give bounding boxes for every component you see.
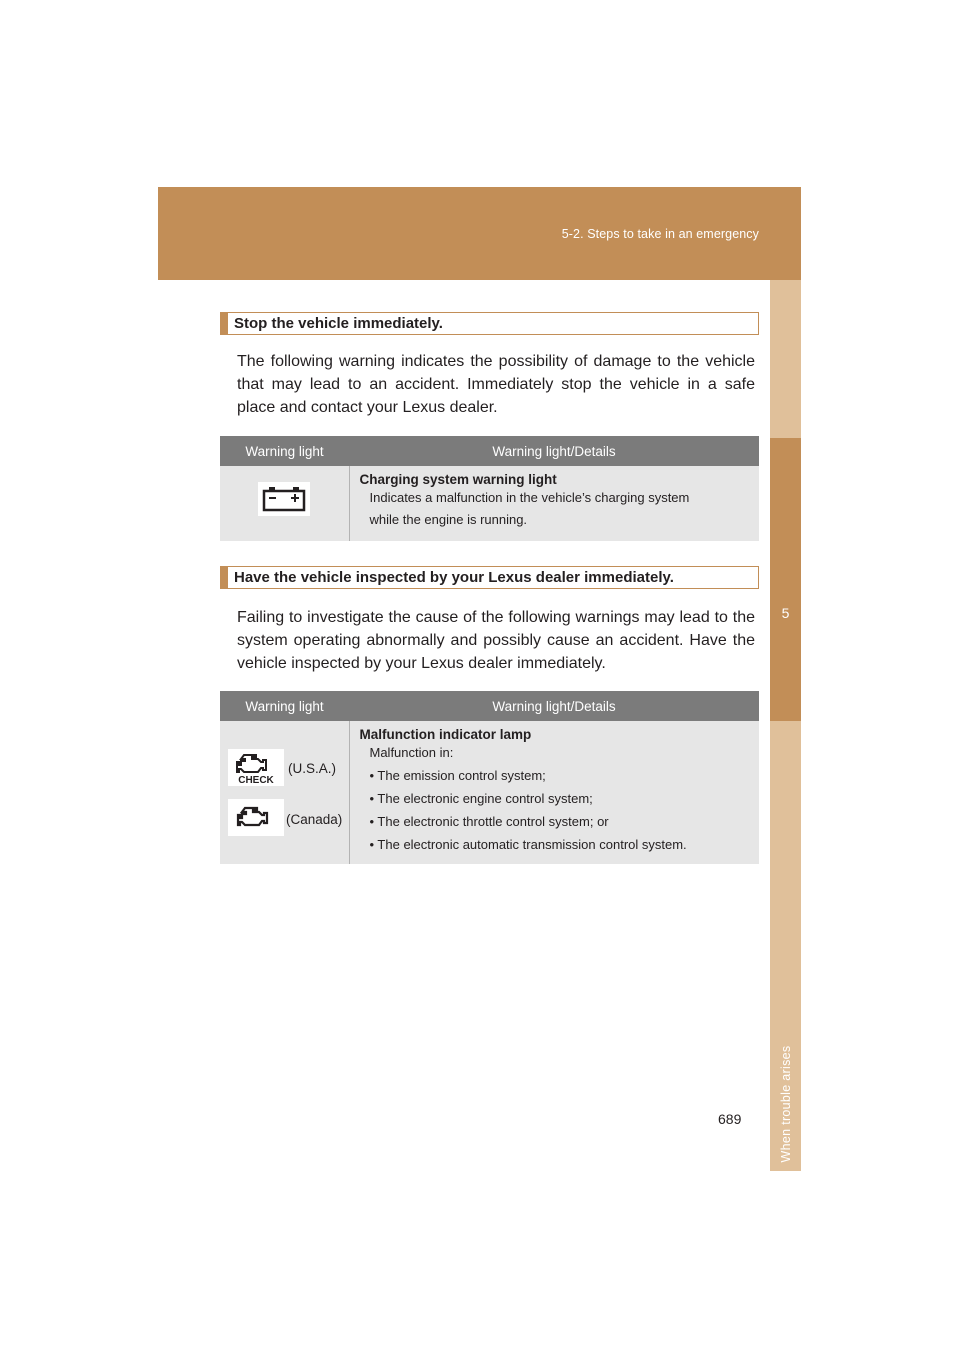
warning-title: Charging system warning light xyxy=(359,472,557,487)
detail-bullet: • The emission control system; xyxy=(369,768,546,783)
icon-cell xyxy=(220,721,349,864)
warning-table-inspect xyxy=(220,691,759,864)
detail-bullet: • The electronic automatic transmission control system. xyxy=(369,837,687,852)
table-header-row xyxy=(220,436,759,466)
table-row xyxy=(220,721,759,864)
region-usa: (U.S.A.) xyxy=(288,761,337,776)
section-title-stop xyxy=(220,312,759,335)
detail-bullet: • The electronic engine control system; xyxy=(369,791,593,806)
col-header-details: Warning light/Details xyxy=(349,691,759,721)
check-icon-text: CHECK xyxy=(238,775,274,786)
icon-cell xyxy=(220,466,349,541)
detail-line: while the engine is running. xyxy=(369,512,528,527)
paragraph-stop: The following warning indicates the possibility of damage to the vehicle that may lead to an accident. Immediately stop the vehicle in a safe place and contact your Lexus dealer. xyxy=(237,353,755,416)
col-header-details: Warning light/Details xyxy=(349,436,759,466)
chapter-label: When trouble arises xyxy=(779,1045,793,1163)
detail-line: Indicates a malfunction in the vehicle’s charging system xyxy=(369,490,690,505)
table-header-row xyxy=(220,691,759,721)
engine-icon xyxy=(228,799,284,836)
warning-title: Malfunction indicator lamp xyxy=(359,727,532,742)
section-title-text: Stop the vehicle immediately. xyxy=(234,315,443,332)
warning-table-stop xyxy=(220,436,759,541)
table-row xyxy=(220,466,759,541)
section-header: 5-2. Steps to take in an emergency xyxy=(561,227,759,241)
col-header-warning-light: Warning light xyxy=(220,436,349,466)
check-engine-icon xyxy=(228,749,284,786)
details-cell xyxy=(349,721,759,864)
page-number: 689 xyxy=(718,1111,742,1127)
details-cell xyxy=(349,466,759,541)
section-title-text: Have the vehicle inspected by your Lexus dealer immediately. xyxy=(234,569,674,586)
battery-icon xyxy=(258,482,310,516)
detail-intro: Malfunction in: xyxy=(369,745,454,760)
col-header-warning-light: Warning light xyxy=(220,691,349,721)
side-tab xyxy=(770,280,801,1171)
chapter-number-tab xyxy=(770,438,801,721)
header-band xyxy=(158,187,801,280)
detail-bullet: • The electronic throttle control system; or xyxy=(369,814,609,829)
region-canada: (Canada) xyxy=(286,812,343,827)
section-title-inspect xyxy=(220,566,759,589)
chapter-number: 5 xyxy=(781,605,790,621)
paragraph-inspect: Failing to investigate the cause of the following warnings may lead to the system operating abnormally and possibly cause an accident. Have the vehicle inspected by your Lexus dealer immediately. xyxy=(237,609,755,672)
